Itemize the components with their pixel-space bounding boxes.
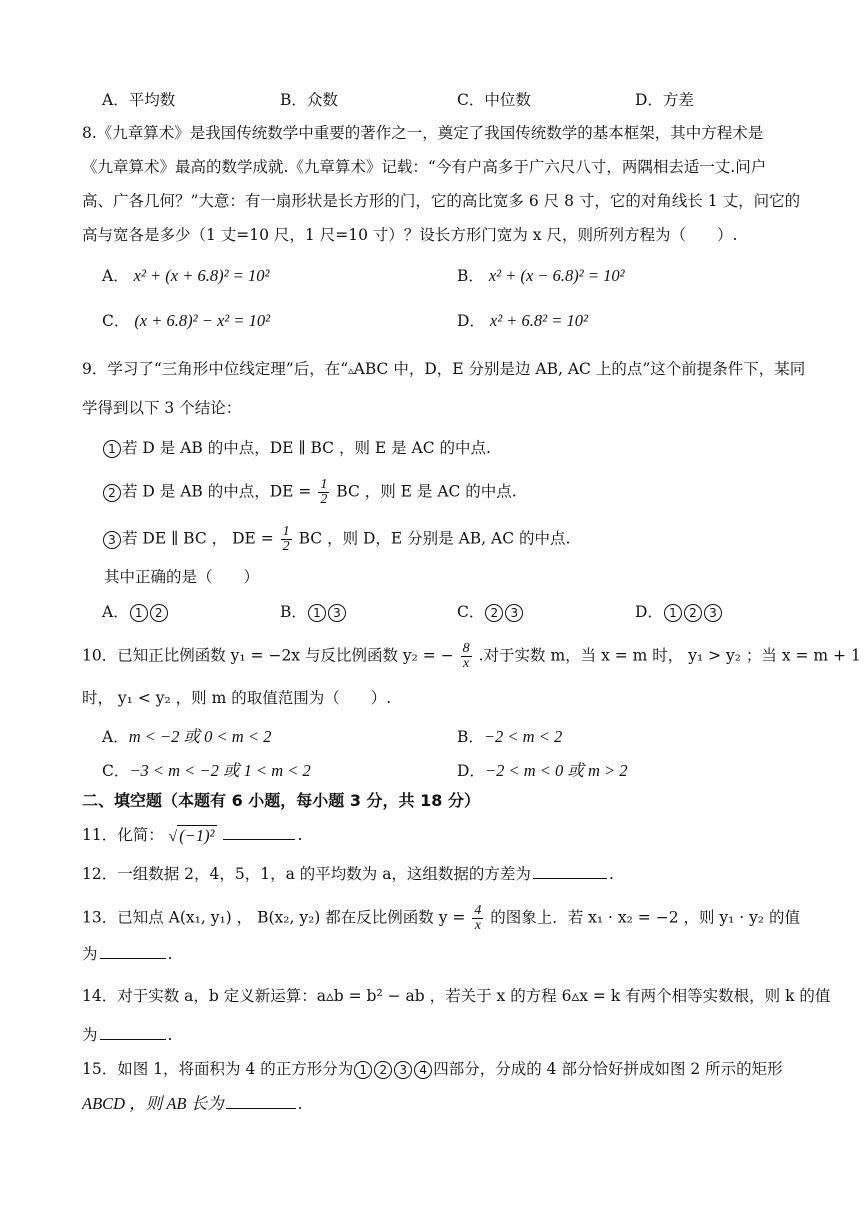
q9-line-1: [82, 358, 805, 382]
conclusion-text: 若 D 是 AB 的中点，DE =: [122, 482, 312, 501]
q9-text: 9．学习了“三角形中位线定理”后，在“: [82, 360, 349, 378]
q8-option-d: [457, 310, 588, 332]
q15-line-2: ABCD ，则 AB 长为 .: [82, 1094, 303, 1113]
fraction: $\frac{1}{2}$: [282, 524, 290, 554]
answer-blank[interactable]: [100, 1023, 166, 1040]
option-expression: x² + (x + 6.8)² = 10²: [133, 266, 270, 285]
conclusion-text: BC ，则 D，E 分别是 AB, AC 的中点.: [298, 529, 571, 548]
q9-option-d: D． 1 2 3: [635, 601, 723, 623]
circled-number: 2: [684, 604, 702, 622]
circled-number: 2: [485, 604, 503, 622]
circled-number: 1: [103, 440, 121, 458]
option-label: C．: [102, 312, 130, 330]
q8-line-2: 《九章算术》最高的数学成就.《九章算术》记载：“今有户高多于广六尺八寸，两隅相去适一丈.问户: [82, 158, 767, 176]
answer-blank[interactable]: [100, 942, 166, 959]
q10-line-1: [82, 642, 861, 671]
q9-text: ABC 中，D，E 分别是边 AB, AC 上的点”这个前提条件下，某同: [353, 360, 806, 378]
option-expression: x² + (x − 6.8)² = 10²: [488, 266, 625, 285]
q13-line-1: 13．已知点 A(x₁, y₁) ， B(x₂, y₂) 都在反比例函数 y = $\frac{4}{x}$ 的图象上．若 x₁ · x₂ = −2 ，则 y₁ · y₂ 的值: [82, 903, 801, 933]
circled-number: 3: [704, 604, 722, 622]
circled-number: 1: [664, 604, 682, 622]
q15-line-1: 15．如图 1，将面积为 4 的正方形分为 1 2 3 4 四部分，分成的 4 部分恰好拼成如图 2 所示的矩形: [82, 1060, 783, 1078]
q7-option-a: A．平均数: [102, 91, 176, 109]
q10-text: 10．已知正比例函数 y₁ = −2x 与反比例函数 y₂ = −: [82, 646, 454, 665]
q14-line-1: 14．对于实数 a，b 定义新运算：a▵b = b² − ab ，若关于 x 的方程 6▵x = k 有两个相等实数根，则 k 的值: [82, 987, 831, 1005]
q9-line-2: 学得到以下 3 个结论：: [82, 399, 242, 417]
q10-option-d: D．−2 < m < 0 或 m > 2: [457, 761, 628, 780]
option-label: A．: [102, 267, 129, 285]
q8-line-1: 8.《九章算术》是我国传统数学中重要的著作之一，奠定了我国传统数学的基本框架，其中方程术是: [82, 124, 764, 142]
q9-option-c: C． 2 3: [457, 601, 524, 623]
circled-number: 3: [328, 604, 346, 622]
triangle-icon: ▵: [348, 364, 354, 377]
q10-option-c: C．−3 < m < −2 或 1 < m < 2: [102, 761, 311, 780]
q14-line-2: 为 .: [82, 1023, 172, 1046]
q9-question: 其中正确的是（ ）: [104, 568, 260, 586]
q9-conclusion-3: [102, 525, 570, 554]
q8-option-c: [102, 310, 270, 332]
q9-option-a: A． 1 2: [102, 601, 169, 623]
circled-number: 1: [354, 1061, 372, 1079]
q13-line-2: 为 .: [82, 942, 172, 965]
circled-number: 3: [394, 1061, 412, 1079]
circled-number: 2: [374, 1061, 392, 1079]
q9-conclusion-1: [102, 437, 491, 459]
q10-text: .对于实数 m，当 x = m 时， y₁ > y₂ ；当 x = m + 1: [478, 646, 861, 665]
answer-blank[interactable]: [533, 862, 607, 879]
circled-number: 3: [103, 531, 121, 549]
option-label: B．: [457, 267, 484, 285]
circled-number: 2: [150, 604, 168, 622]
q12: 12．一组数据 2，4，5，1，a 的平均数为 a，这组数据的方差为 .: [82, 862, 614, 885]
answer-blank[interactable]: [226, 1092, 296, 1109]
conclusion-text: BC ，则 E 是 AC 的中点.: [336, 482, 517, 501]
q8-line-3: 高、广各几何？”大意：有一扇形状是长方形的门，它的高比宽多 6 尺 8 寸，它的对角线长 1 丈，问它的: [82, 192, 801, 210]
option-expression: (x + 6.8)² − x² = 10²: [134, 311, 271, 330]
q7-option-d: D．方差: [635, 91, 694, 109]
q10-option-a: A．m < −2 或 0 < m < 2: [102, 727, 272, 746]
circled-number: 3: [505, 604, 523, 622]
circled-number: 4: [414, 1061, 432, 1079]
conclusion-text: 若 D 是 AB 的中点，DE ∥ BC ，则 E 是 AC 的中点.: [122, 439, 491, 457]
fraction: $\frac{1}{2}$: [320, 477, 328, 507]
q9-option-b: B． 1 3: [280, 601, 347, 623]
q8-option-a: [102, 265, 269, 287]
fraction: $\frac{8}{x}$: [462, 641, 470, 671]
conclusion-text: 若 DE ∥ BC ， DE =: [122, 529, 274, 548]
q7-option-b: B．众数: [280, 91, 338, 109]
q10-line-2: 时， y₁ < y₂ ，则 m 的取值范围为（ ）.: [82, 689, 392, 707]
option-expression: x² + 6.8² = 10²: [489, 311, 588, 330]
q9-conclusion-2: [102, 478, 517, 507]
square-root: √ (−1)²: [168, 825, 215, 845]
q10-option-b: B．−2 < m < 2: [457, 727, 563, 746]
circled-number: 1: [308, 604, 326, 622]
q8-line-4: 高与宽各是多少（1 丈=10 尺，1 尺=10 寸）？设长方形门宽为 x 尺，则所列方程为（ ）.: [82, 226, 738, 244]
section-2-title: 二、填空题（本题有 6 小题，每小题 3 分，共 18 分）: [82, 791, 480, 810]
answer-blank[interactable]: [223, 823, 295, 840]
fraction: $\frac{4}{x}$: [474, 903, 482, 933]
circled-number: 2: [103, 484, 121, 502]
q11: 11．化简： √ (−1)² .: [82, 823, 302, 848]
option-label: D．: [457, 312, 485, 330]
q7-option-c: C．中位数: [457, 91, 531, 109]
q8-option-b: [457, 265, 625, 287]
circled-number: 1: [130, 604, 148, 622]
